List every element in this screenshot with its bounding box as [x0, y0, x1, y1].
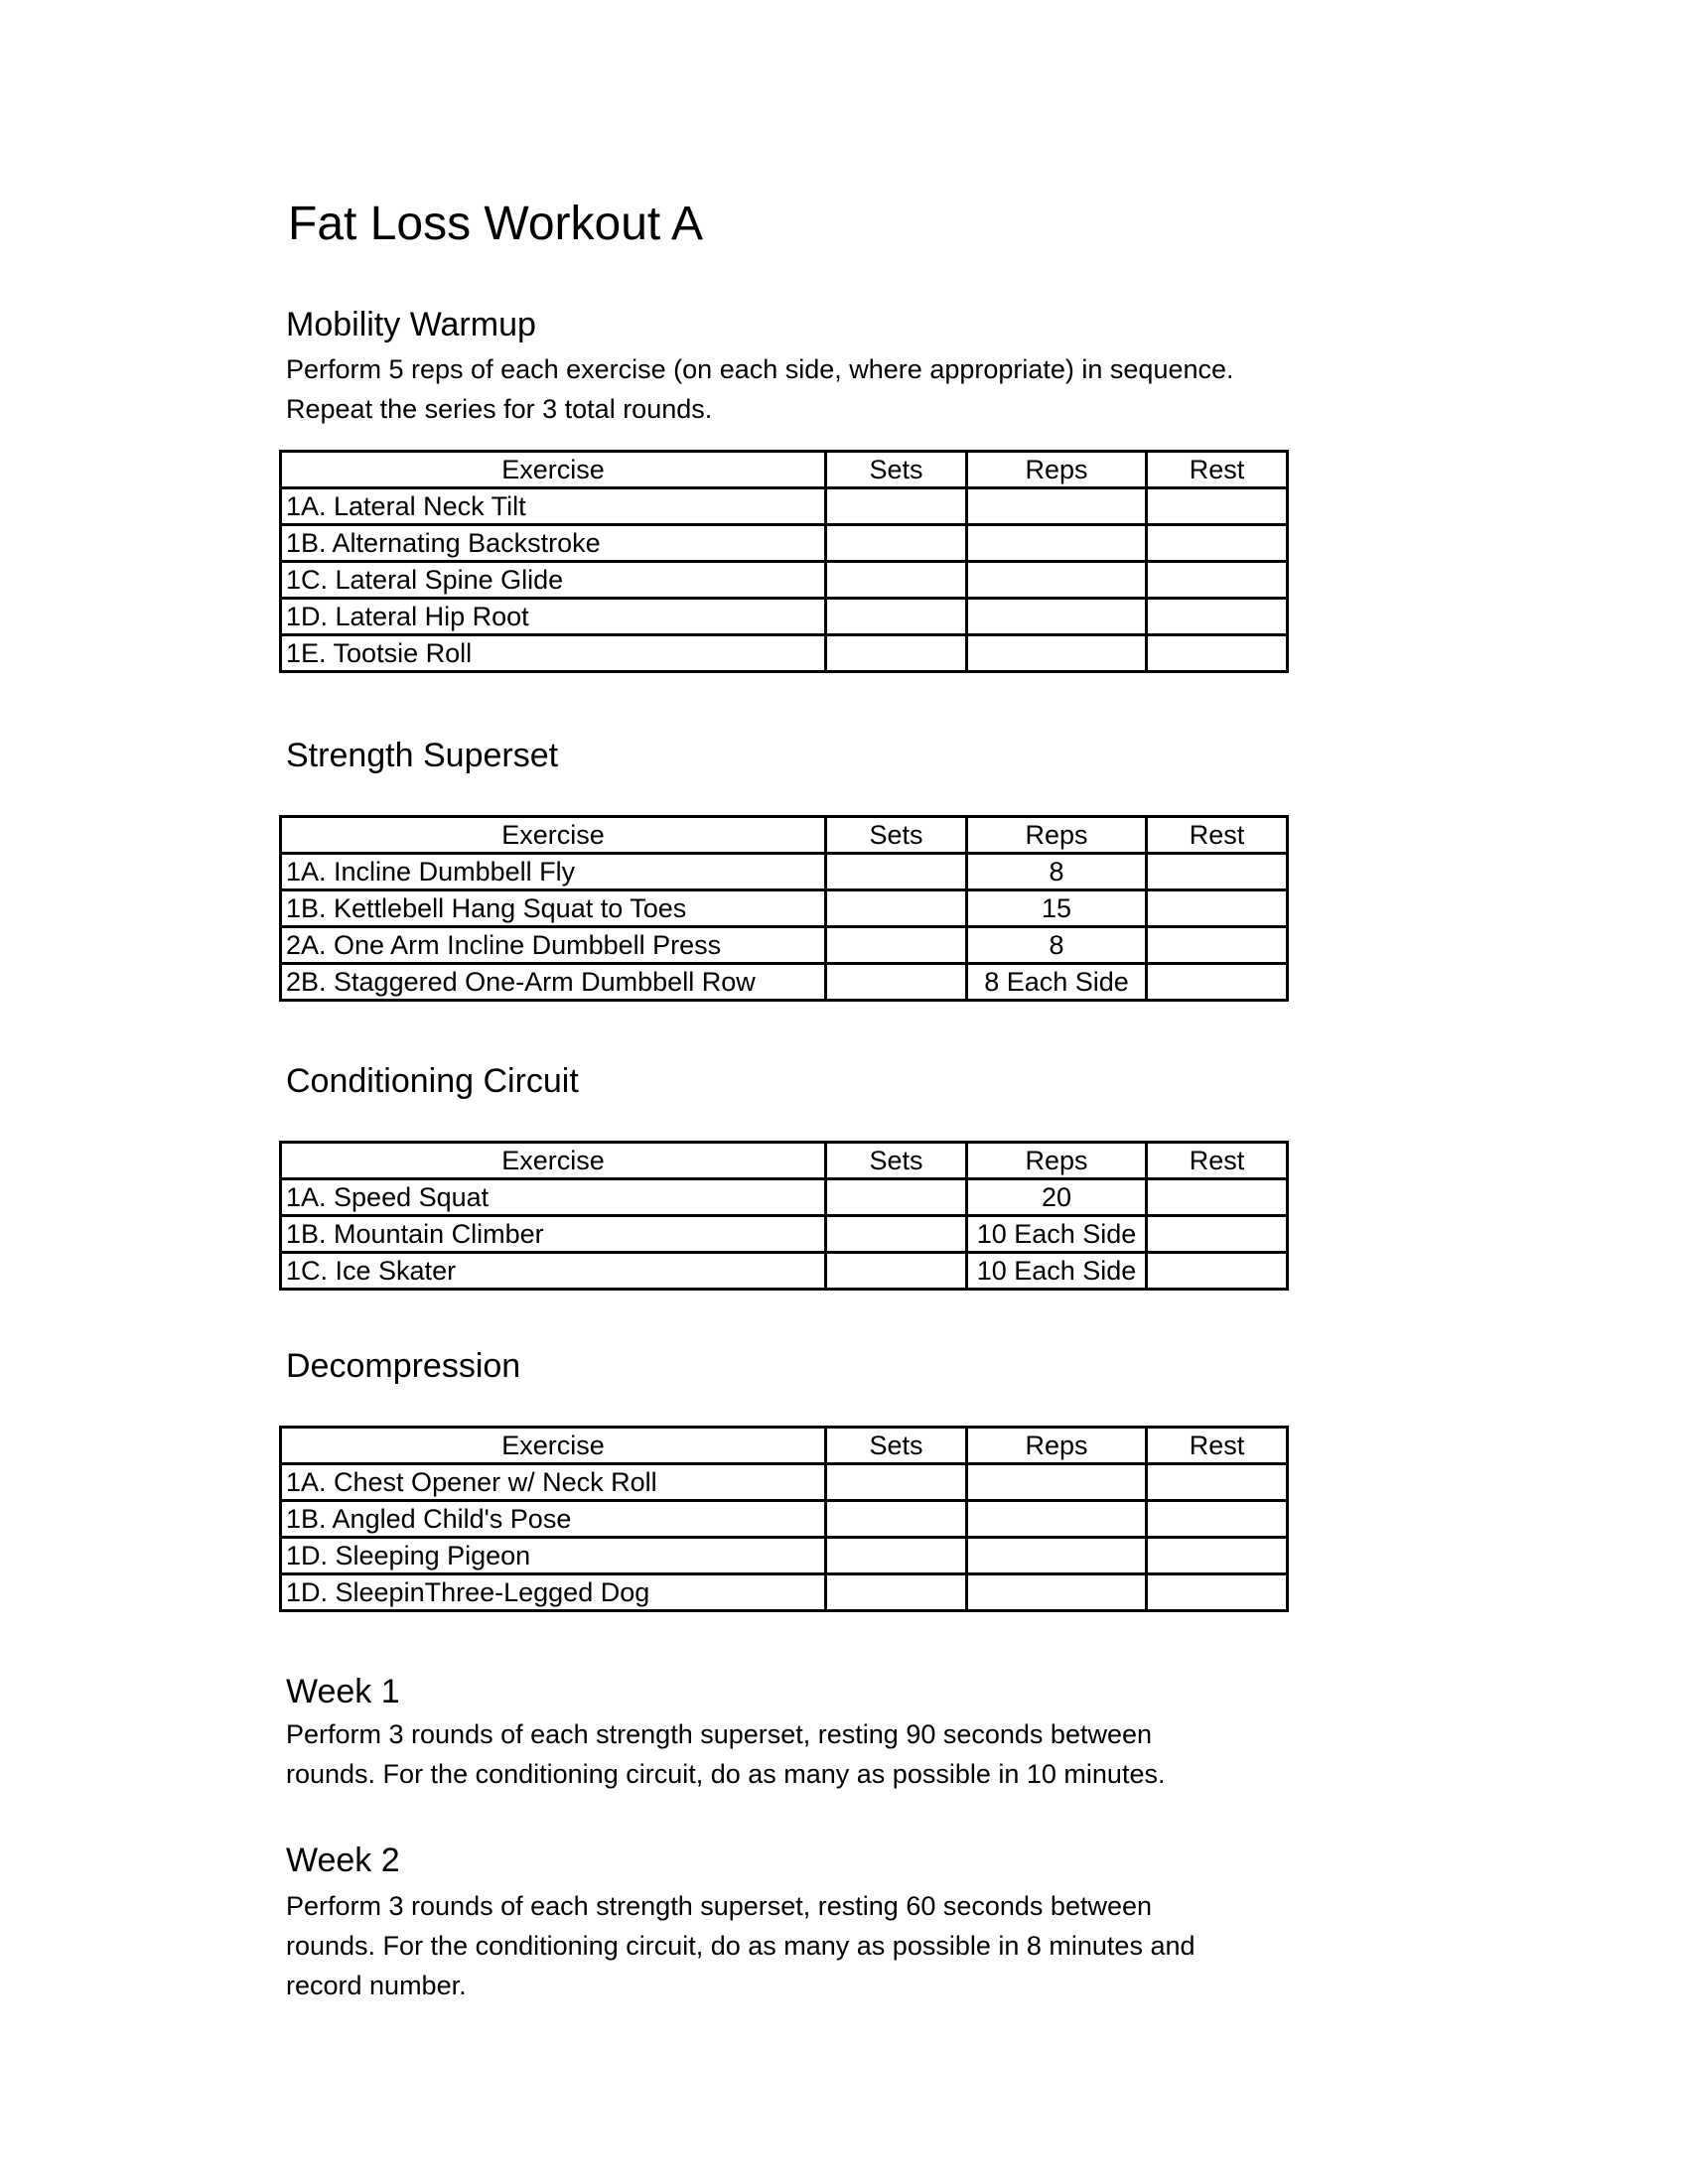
- mobility-table: [279, 450, 1289, 673]
- reps-column-header: Reps: [967, 817, 1147, 854]
- reps-column-header: Reps: [967, 452, 1147, 488]
- reps-cell: [967, 525, 1147, 562]
- table-row: [281, 927, 1288, 964]
- sets-column-header: Sets: [826, 817, 967, 854]
- mobility-heading: Mobility Warmup: [286, 306, 536, 343]
- exercise-cell: 2A. One Arm Incline Dumbbell Press: [281, 927, 826, 964]
- reps-cell: [967, 488, 1147, 525]
- rest-cell: [1147, 964, 1288, 1001]
- decompression-heading: Decompression: [286, 1347, 521, 1385]
- week2-description: [286, 1886, 1338, 2005]
- table-header-row: [281, 1428, 1288, 1464]
- rest-cell: [1147, 1464, 1288, 1501]
- exercise-cell: 1E. Tootsie Roll: [281, 635, 826, 672]
- rest-cell: [1147, 635, 1288, 672]
- exercise-cell: 1A. Lateral Neck Tilt: [281, 488, 826, 525]
- sets-column-header: Sets: [826, 452, 967, 488]
- week2-description-line: Perform 3 rounds of each strength superset, resting 60 seconds between: [286, 1891, 1153, 1921]
- week2-description-line: rounds. For the conditioning circuit, do as many as possible in 8 minutes and: [286, 1931, 1196, 1961]
- sets-cell: [826, 1253, 967, 1290]
- rest-cell: [1147, 599, 1288, 635]
- table-row: [281, 1216, 1288, 1253]
- table-row: [281, 562, 1288, 599]
- rest-cell: [1147, 890, 1288, 927]
- exercise-cell: 1B. Angled Child's Pose: [281, 1501, 826, 1538]
- reps-cell: 8 Each Side: [967, 964, 1147, 1001]
- rest-cell: [1147, 927, 1288, 964]
- exercise-cell: 1D. Sleeping Pigeon: [281, 1538, 826, 1574]
- mobility-description-line: Perform 5 reps of each exercise (on each side, where appropriate) in sequence.: [286, 354, 1234, 384]
- exercise-cell: 1D. Lateral Hip Root: [281, 599, 826, 635]
- conditioning-heading: Conditioning Circuit: [286, 1062, 579, 1100]
- exercise-cell: 2B. Staggered One-Arm Dumbbell Row: [281, 964, 826, 1001]
- reps-cell: [967, 1501, 1147, 1538]
- reps-cell: 8: [967, 927, 1147, 964]
- decompression-table: [279, 1426, 1289, 1612]
- page-title: Fat Loss Workout A: [288, 198, 703, 250]
- reps-cell: [967, 635, 1147, 672]
- sets-cell: [826, 890, 967, 927]
- rest-column-header: Rest: [1147, 1428, 1288, 1464]
- reps-cell: 10 Each Side: [967, 1253, 1147, 1290]
- rest-cell: [1147, 525, 1288, 562]
- table-row: [281, 1253, 1288, 1290]
- exercise-cell: 1A. Incline Dumbbell Fly: [281, 854, 826, 890]
- rest-cell: [1147, 488, 1288, 525]
- table-row: [281, 1464, 1288, 1501]
- reps-cell: 20: [967, 1179, 1147, 1216]
- exercise-cell: 1D. SleepinThree-Legged Dog: [281, 1574, 826, 1611]
- exercise-cell: 1B. Kettlebell Hang Squat to Toes: [281, 890, 826, 927]
- reps-column-header: Reps: [967, 1428, 1147, 1464]
- sets-cell: [826, 562, 967, 599]
- sets-cell: [826, 1179, 967, 1216]
- rest-cell: [1147, 1253, 1288, 1290]
- reps-cell: [967, 1574, 1147, 1611]
- week1-description-line: rounds. For the conditioning circuit, do as many as possible in 10 minutes.: [286, 1759, 1166, 1789]
- sets-cell: [826, 635, 967, 672]
- table-row: [281, 599, 1288, 635]
- table-row: [281, 1179, 1288, 1216]
- week1-description-line: Perform 3 rounds of each strength superset, resting 90 seconds between: [286, 1719, 1153, 1749]
- exercise-column-header: Exercise: [281, 817, 826, 854]
- table-header-row: [281, 452, 1288, 488]
- table-row: [281, 890, 1288, 927]
- sets-column-header: Sets: [826, 1428, 967, 1464]
- exercise-cell: 1C. Lateral Spine Glide: [281, 562, 826, 599]
- sets-column-header: Sets: [826, 1143, 967, 1179]
- sets-cell: [826, 599, 967, 635]
- sets-cell: [826, 964, 967, 1001]
- sets-cell: [826, 1538, 967, 1574]
- reps-cell: [967, 1538, 1147, 1574]
- table-row: [281, 488, 1288, 525]
- table-row: [281, 854, 1288, 890]
- sets-cell: [826, 1216, 967, 1253]
- exercise-column-header: Exercise: [281, 1143, 826, 1179]
- exercise-cell: 1C. Ice Skater: [281, 1253, 826, 1290]
- reps-cell: [967, 599, 1147, 635]
- exercise-cell: 1A. Speed Squat: [281, 1179, 826, 1216]
- table-header-row: [281, 817, 1288, 854]
- exercise-column-header: Exercise: [281, 1428, 826, 1464]
- rest-column-header: Rest: [1147, 817, 1288, 854]
- week1-heading: Week 1: [286, 1673, 400, 1710]
- reps-cell: [967, 1464, 1147, 1501]
- sets-cell: [826, 1464, 967, 1501]
- mobility-description-line: Repeat the series for 3 total rounds.: [286, 394, 713, 424]
- table-header-row: [281, 1143, 1288, 1179]
- rest-cell: [1147, 1574, 1288, 1611]
- table-row: [281, 964, 1288, 1001]
- sets-cell: [826, 854, 967, 890]
- sets-cell: [826, 1574, 967, 1611]
- table-row: [281, 635, 1288, 672]
- exercise-cell: 1A. Chest Opener w/ Neck Roll: [281, 1464, 826, 1501]
- rest-cell: [1147, 1216, 1288, 1253]
- strength-heading: Strength Superset: [286, 737, 559, 774]
- rest-column-header: Rest: [1147, 1143, 1288, 1179]
- strength-table: [279, 815, 1289, 1002]
- sets-cell: [826, 488, 967, 525]
- mobility-description: [286, 349, 1338, 429]
- table-row: [281, 1574, 1288, 1611]
- table-row: [281, 1538, 1288, 1574]
- sets-cell: [826, 927, 967, 964]
- rest-cell: [1147, 1538, 1288, 1574]
- rest-cell: [1147, 1501, 1288, 1538]
- reps-column-header: Reps: [967, 1143, 1147, 1179]
- reps-cell: 8: [967, 854, 1147, 890]
- rest-cell: [1147, 854, 1288, 890]
- rest-column-header: Rest: [1147, 452, 1288, 488]
- rest-cell: [1147, 562, 1288, 599]
- week2-heading: Week 2: [286, 1842, 400, 1879]
- week1-description: [286, 1714, 1338, 1794]
- week2-description-line: record number.: [286, 1971, 467, 2000]
- table-row: [281, 525, 1288, 562]
- exercise-cell: 1B. Alternating Backstroke: [281, 525, 826, 562]
- sets-cell: [826, 525, 967, 562]
- sets-cell: [826, 1501, 967, 1538]
- conditioning-table: [279, 1141, 1289, 1291]
- reps-cell: 10 Each Side: [967, 1216, 1147, 1253]
- reps-cell: [967, 562, 1147, 599]
- exercise-column-header: Exercise: [281, 452, 826, 488]
- table-row: [281, 1501, 1288, 1538]
- exercise-cell: 1B. Mountain Climber: [281, 1216, 826, 1253]
- reps-cell: 15: [967, 890, 1147, 927]
- rest-cell: [1147, 1179, 1288, 1216]
